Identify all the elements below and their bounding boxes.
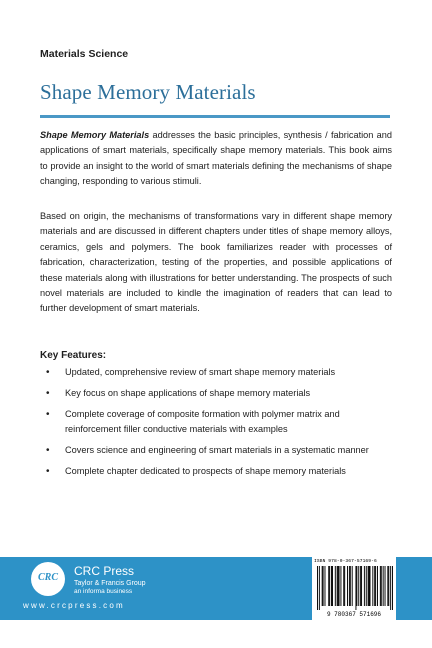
bullet-icon: •: [46, 409, 50, 420]
intro-text: addresses the basic principles, synthesis / fabrication and applications of smart materials, specifically shape memory materials. This book aims to provide an insight to the world of smart materials defining the mechanisms of shape changing, responding to various stimuli.: [40, 130, 392, 187]
isbn-text: ISBN 978-0-367-57169-6: [314, 559, 377, 564]
key-feature-item: [40, 443, 392, 458]
crc-logo-text: CRC: [37, 572, 58, 583]
intro-lead: Shape Memory Materials: [40, 130, 150, 140]
publisher-name: CRC Press: [74, 564, 135, 578]
title-divider: [40, 115, 390, 118]
key-features-list: [40, 365, 392, 485]
bullet-icon: •: [46, 367, 50, 378]
publisher-info: [74, 565, 146, 596]
bottom-margin: [0, 620, 432, 648]
book-title: Shape Memory Materials: [40, 80, 256, 104]
key-feature-text: Key focus on shape applications of shape memory materials: [65, 388, 311, 398]
publisher-website: www.crcpress.com: [23, 601, 125, 610]
publisher-group: Taylor & Francis Group: [74, 580, 146, 587]
key-feature-item: [40, 386, 392, 401]
key-feature-text: Complete chapter dedicated to prospects of shape memory materials: [65, 466, 346, 476]
key-features-title: Key Features:: [40, 350, 107, 361]
body-paragraph: Based on origin, the mechanisms of transformations vary in different shape memory materials and are discussed in different chapters under titles of shape memory alloys, ceramics, gels and polymers. The book familiarizes reader with processes of fabrication, characterization, testing of the properties, and possible applications of these materials along with illustrations for better understanding. The prospects of such novel materials are included to kindle the imagination of readers that can lead to further development of smart materials.: [40, 211, 392, 314]
key-feature-item: [40, 407, 392, 437]
crc-logo-icon: [31, 562, 65, 596]
bullet-icon: •: [46, 466, 50, 477]
barcode-number: 9 780367 571696: [326, 611, 381, 618]
key-feature-item: [40, 464, 392, 479]
bullet-icon: •: [46, 445, 50, 456]
barcode: [312, 557, 396, 620]
key-feature-text: Covers science and engineering of smart materials in a systematic manner: [65, 445, 369, 455]
publisher-informa: an informa business: [74, 588, 133, 595]
key-feature-text: Updated, comprehensive review of smart shape memory materials: [65, 367, 336, 377]
series-label: Materials Science: [40, 48, 129, 60]
key-feature-text: Complete coverage of composite formation with polymer matrix and reinforcement filler conductive materials with examples: [65, 409, 340, 434]
intro-paragraph: [40, 128, 392, 190]
key-feature-item: [40, 365, 392, 380]
bullet-icon: •: [46, 388, 50, 399]
barcode-bars-icon: [317, 566, 393, 610]
